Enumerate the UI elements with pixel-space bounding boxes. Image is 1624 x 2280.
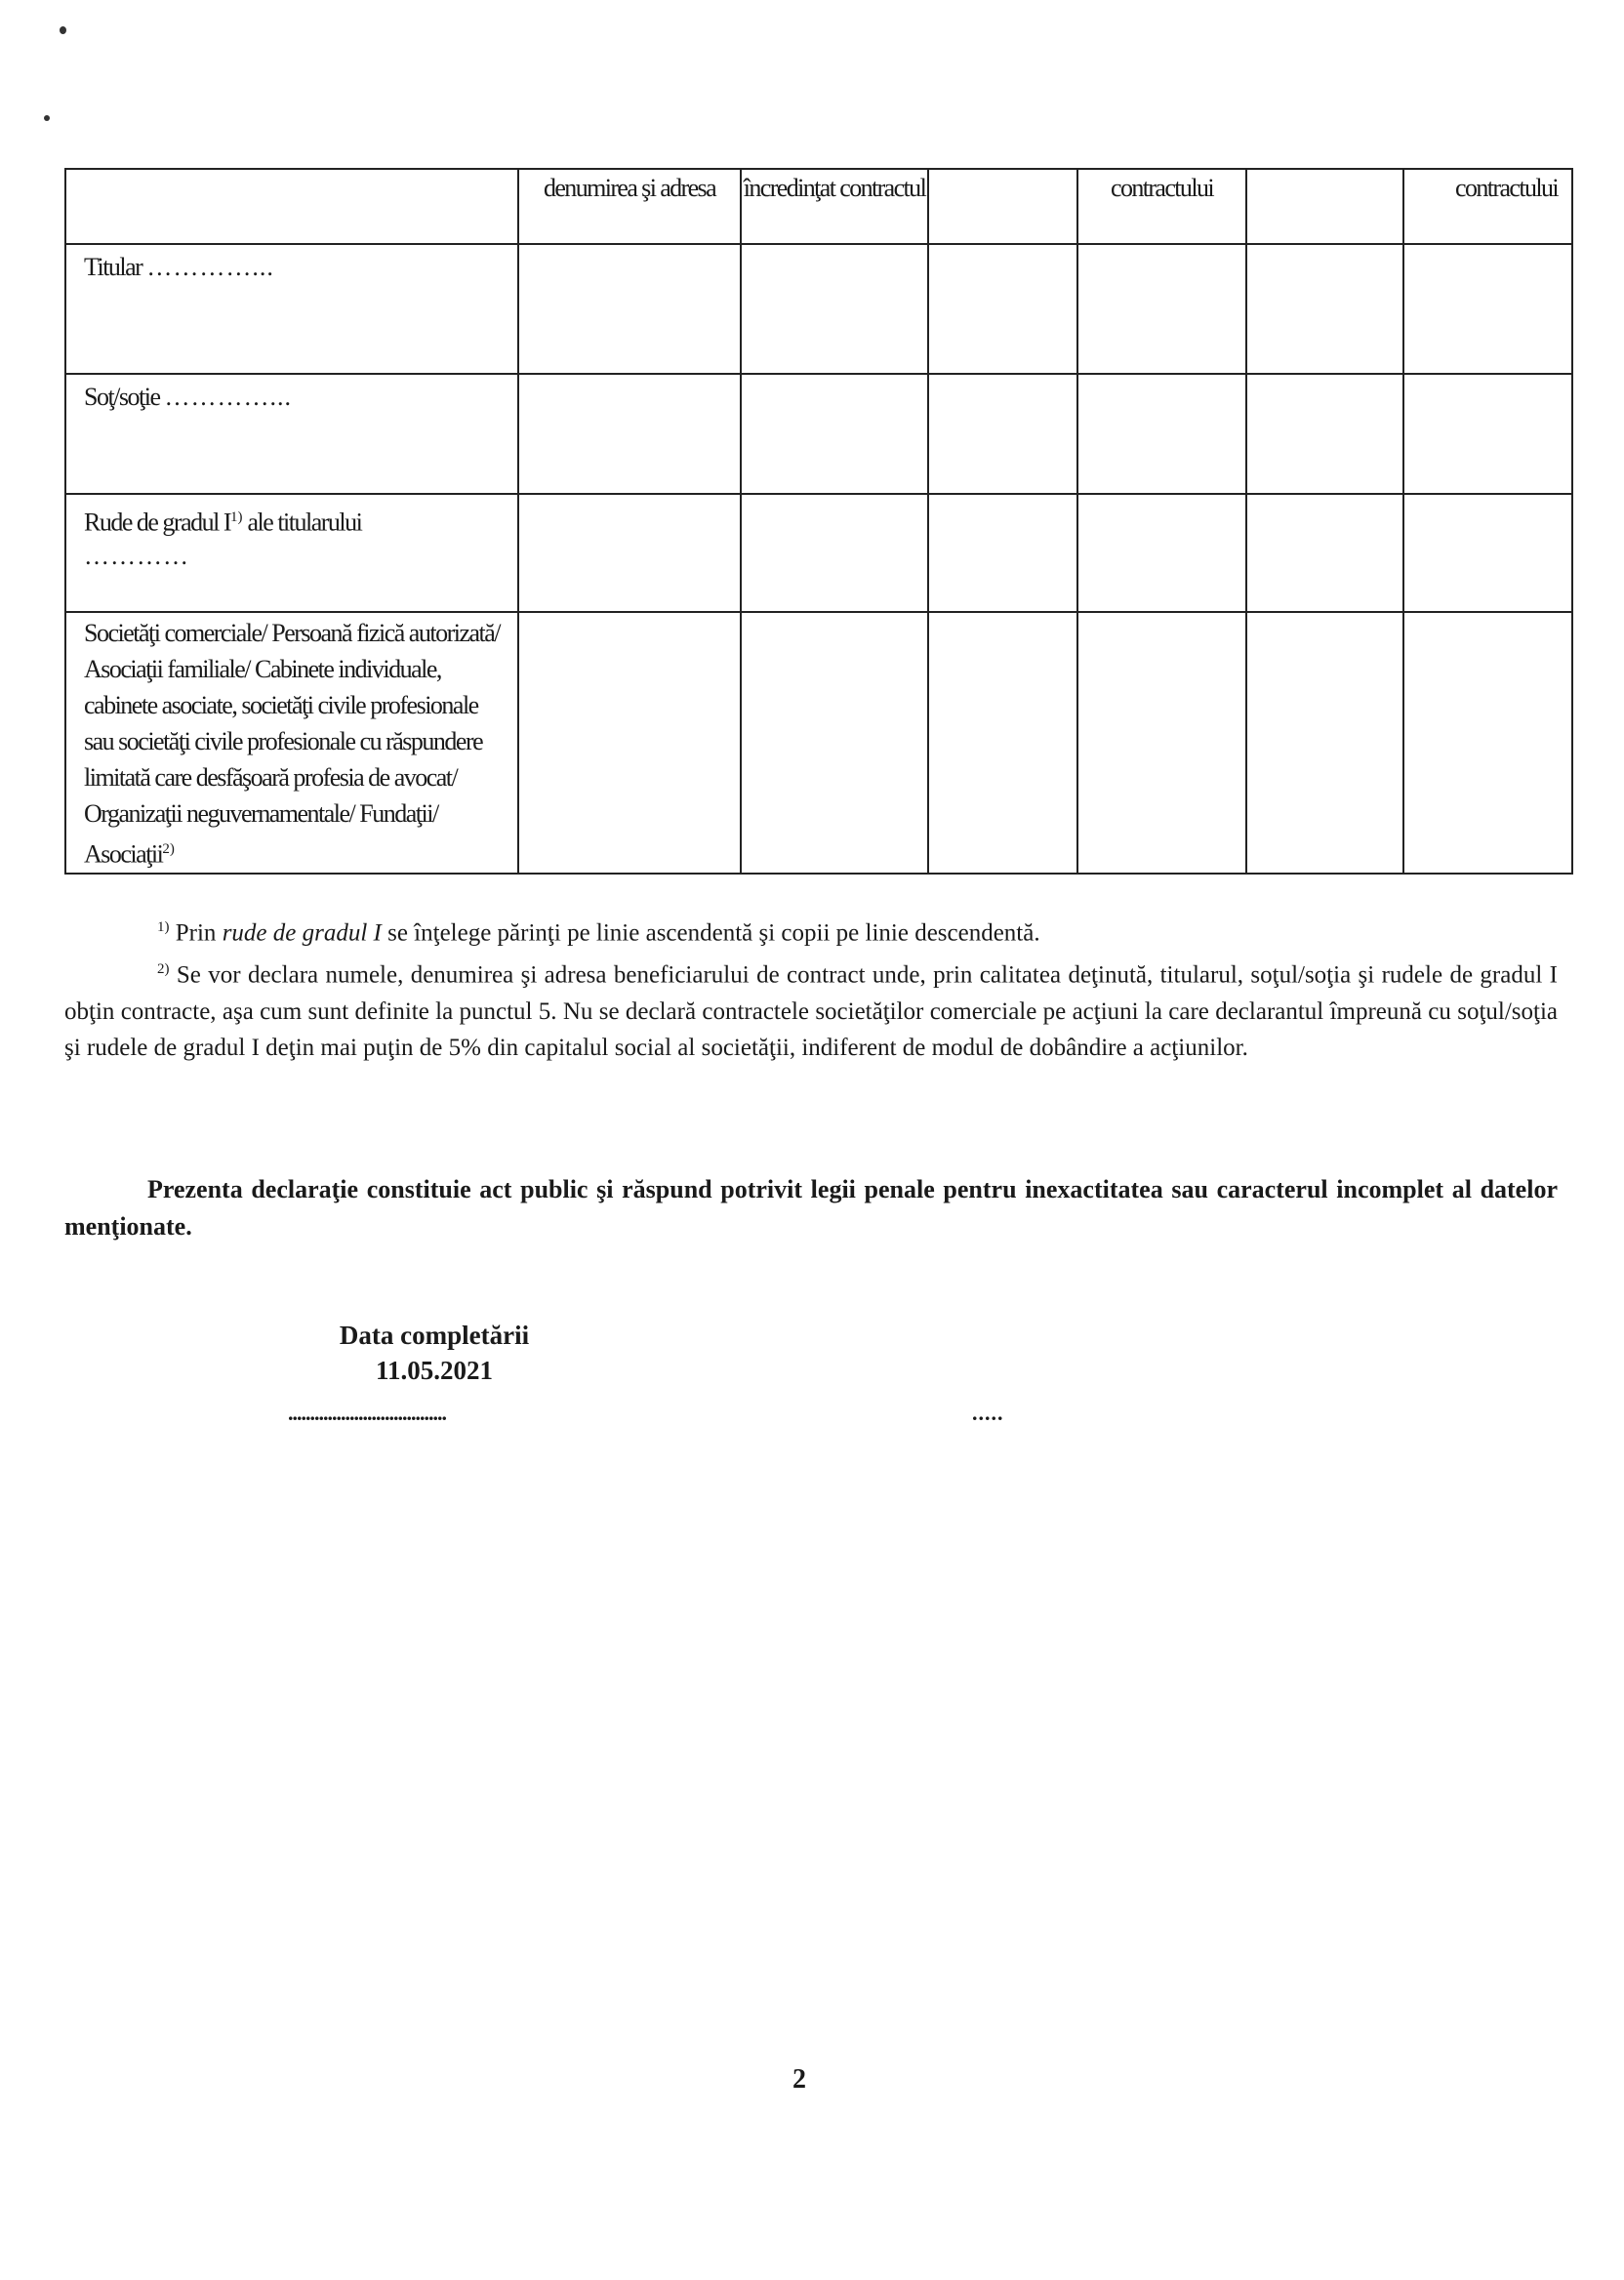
table-row-holder <box>65 244 1572 374</box>
header-cell-name-address <box>518 169 741 244</box>
table-cell <box>1077 244 1246 374</box>
table-cell <box>1403 244 1572 374</box>
table-cell <box>1403 494 1572 612</box>
completion-date-block <box>288 1318 581 1388</box>
scan-artifact <box>60 26 66 34</box>
header-cell <box>928 169 1077 244</box>
header-contract: contractului <box>1111 174 1213 202</box>
footnote-italic-term: rude de gradul I <box>222 919 382 947</box>
row-label: Rude de gradul I <box>84 508 231 537</box>
table-cell <box>518 494 741 612</box>
table-cell <box>741 612 928 874</box>
header-cell <box>1246 169 1403 244</box>
header-name-address: denumirea şi adresa <box>543 174 716 202</box>
table-cell <box>741 374 928 494</box>
header-cell <box>65 169 518 244</box>
header-contract-awarded: încredinţat contractul <box>743 174 926 202</box>
table-cell <box>928 494 1077 612</box>
fill-dots: …………... <box>146 253 274 281</box>
row-label: Titular <box>84 253 142 281</box>
table-cell <box>928 374 1077 494</box>
header-cell-contract <box>1077 169 1246 244</box>
header-cell-contract-value <box>1403 169 1572 244</box>
table-cell <box>518 612 741 874</box>
table-cell <box>928 612 1077 874</box>
page-number: 2 <box>792 2064 806 2095</box>
fill-dots: ………… <box>84 541 189 570</box>
table-cell <box>1077 612 1246 874</box>
table-cell <box>1403 612 1572 874</box>
table-cell <box>1246 374 1403 494</box>
fill-dots: …………... <box>164 383 293 411</box>
contracts-table <box>64 168 1571 869</box>
table-cell <box>741 494 928 612</box>
row-label-cell <box>65 612 518 874</box>
date-line: .................................... <box>288 1401 446 1425</box>
footnotes <box>64 910 1558 1067</box>
footnote-marker: 2) <box>157 960 170 977</box>
date-label: Data completării <box>339 1321 530 1350</box>
table-cell <box>928 244 1077 374</box>
footnote-ref: 1) <box>230 509 243 525</box>
signature-line: ..... <box>972 1401 1004 1425</box>
header-contract-value: contractului <box>1455 174 1558 202</box>
row-label-suffix: ale titularului <box>242 508 362 537</box>
table-cell <box>518 374 741 494</box>
row-label-cell <box>65 494 518 612</box>
table-cell <box>1077 374 1246 494</box>
declaration-statement: Prezenta declaraţie constituie act public şi răspund potrivit legii penale pentru inexactitatea sau caracterul incomplet al datelor menţionate. <box>64 1175 1558 1241</box>
table-header-row <box>65 169 1572 244</box>
table-cell <box>1403 374 1572 494</box>
row-label: Soţ/soţie <box>84 383 160 411</box>
table-cell <box>1246 612 1403 874</box>
footnote-marker: 1) <box>157 919 170 935</box>
table-cell <box>741 244 928 374</box>
header-cell-contract-awarded <box>741 169 928 244</box>
footnote-1: $^{1)}$ Prin rude de gradul I se înţelege părinţi pe linie ascendentă şi copii pe linie descendentă. <box>157 919 1040 947</box>
row-label-cell <box>65 244 518 374</box>
table-cell <box>1246 244 1403 374</box>
footnote-ref: 2) <box>162 841 175 857</box>
footnote-2: $^{2)}$ Se vor declara numele, denumirea şi adresa beneficiarului de contract unde, prin calitatea deţinută, titularul, soţul/soţia şi rudele de gradul I obţin contracte, aşa cum sunt definite la punctul 5. Nu se declară contractele societăţilor comerciale pe acţiuni la care declarantul împreună cu soţul/soţia şi rudele de gradul I deţin mai puţin de 5% din capitalul social al societăţii, indiferent de modul de dobândire a acţiunilor. <box>64 960 1558 1062</box>
table-cell <box>518 244 741 374</box>
table-cell <box>1077 494 1246 612</box>
row-label: Societăţi comerciale/ Persoană fizică autorizată/ Asociaţii familiale/ Cabinete individuale, cabinete asociate, societăţi civile profesionale sau societăţi civile profesionale cu răspundere limitată care desfăşoară profesia de avocat/ Organizaţii neguvernamentale/ Fundaţii/ Asociaţii <box>84 619 501 869</box>
date-value: 11.05.2021 <box>375 1356 493 1385</box>
row-label-cell <box>65 374 518 494</box>
table-row-spouse <box>65 374 1572 494</box>
table-row-companies <box>65 612 1572 874</box>
table-row-relatives <box>65 494 1572 612</box>
table-cell <box>1246 494 1403 612</box>
scan-artifact <box>44 115 50 121</box>
